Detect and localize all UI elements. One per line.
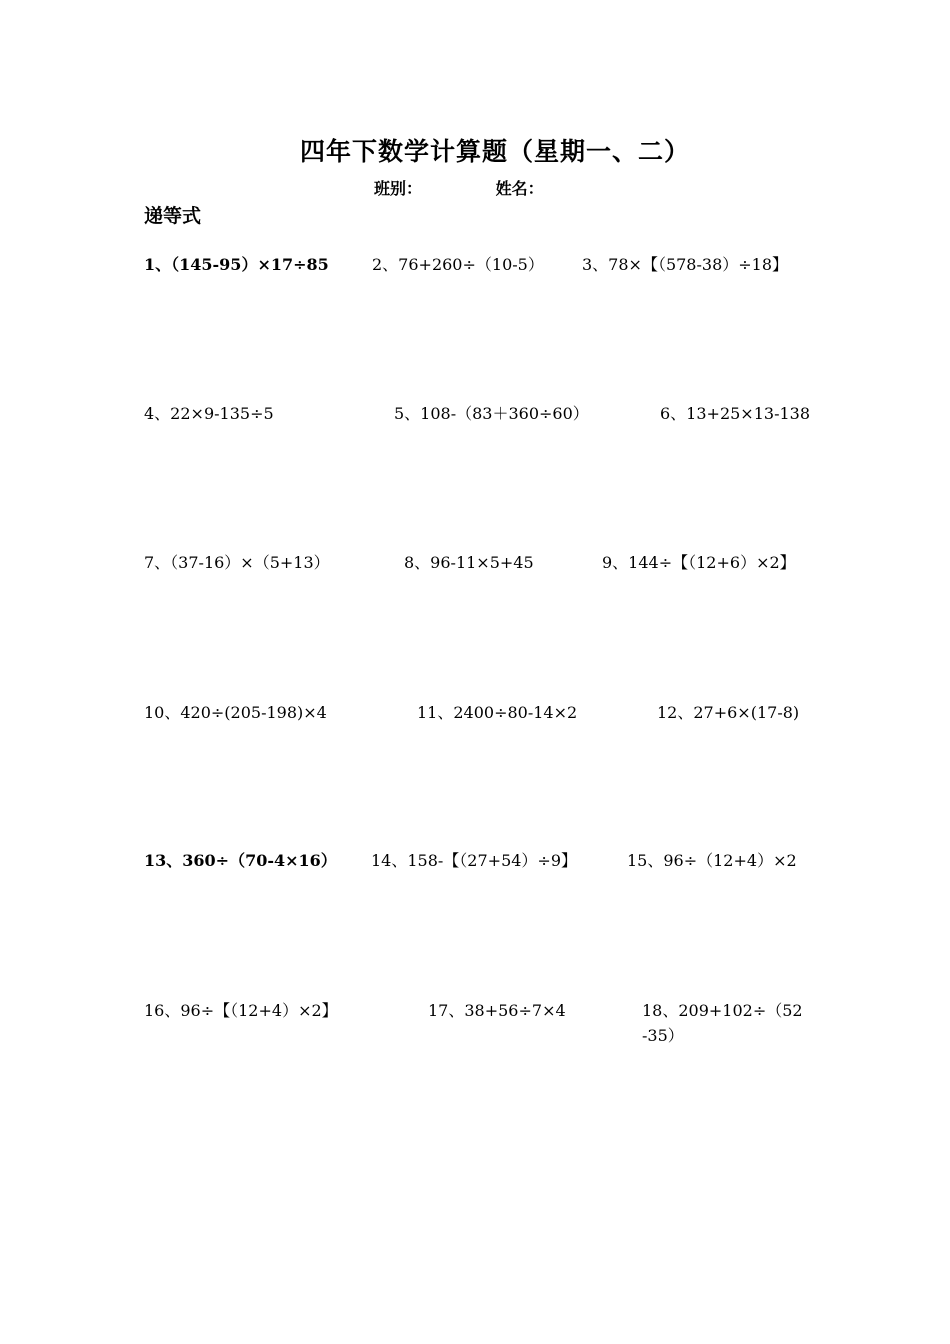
student-info-line: [374, 176, 544, 199]
problem-4: 4、22×9-135÷5: [144, 404, 274, 423]
problem-18: 18、209+102÷（52-35）: [642, 1001, 803, 1045]
problem-6: 6、13+25×13-138: [660, 404, 811, 423]
problem-8: 8、96-11×5+45: [404, 553, 534, 572]
problem-13: 13、360÷（70-4×16）: [144, 851, 337, 870]
section-label: 递等式: [144, 205, 202, 227]
problem-12: 12、27+6×(17-8): [657, 703, 800, 722]
problem-15: 15、96÷（12+4）×2: [627, 851, 797, 870]
class-label: 班别：: [374, 179, 423, 198]
problem-2: 2、76+260÷（10-5）: [372, 255, 544, 274]
problem-9: 9、144÷【（12+6）×2】: [602, 553, 796, 572]
problem-16: 16、96÷【（12+4）×2】: [144, 1001, 338, 1020]
problem-1: 1、（145-95）×17÷85: [144, 255, 329, 274]
problem-7: 7、（37-16）×（5+13）: [144, 553, 330, 572]
problem-14: 14、158-【（27+54）÷9】: [371, 851, 578, 870]
name-label: 姓名：: [495, 179, 544, 198]
problem-17: 17、38+56÷7×4: [428, 1001, 566, 1020]
problem-11: 11、2400÷80-14×2: [417, 703, 578, 722]
problem-18-wrapper: [144, 998, 808, 1048]
problem-3: 3、78×【（578-38）÷18】: [582, 255, 789, 274]
problem-10: 10、420÷(205-198)×4: [144, 703, 327, 722]
problem-5: 5、108-（83＋360÷60）: [394, 404, 589, 423]
page-title: 四年下数学计算题（星期一、二）: [299, 137, 690, 166]
